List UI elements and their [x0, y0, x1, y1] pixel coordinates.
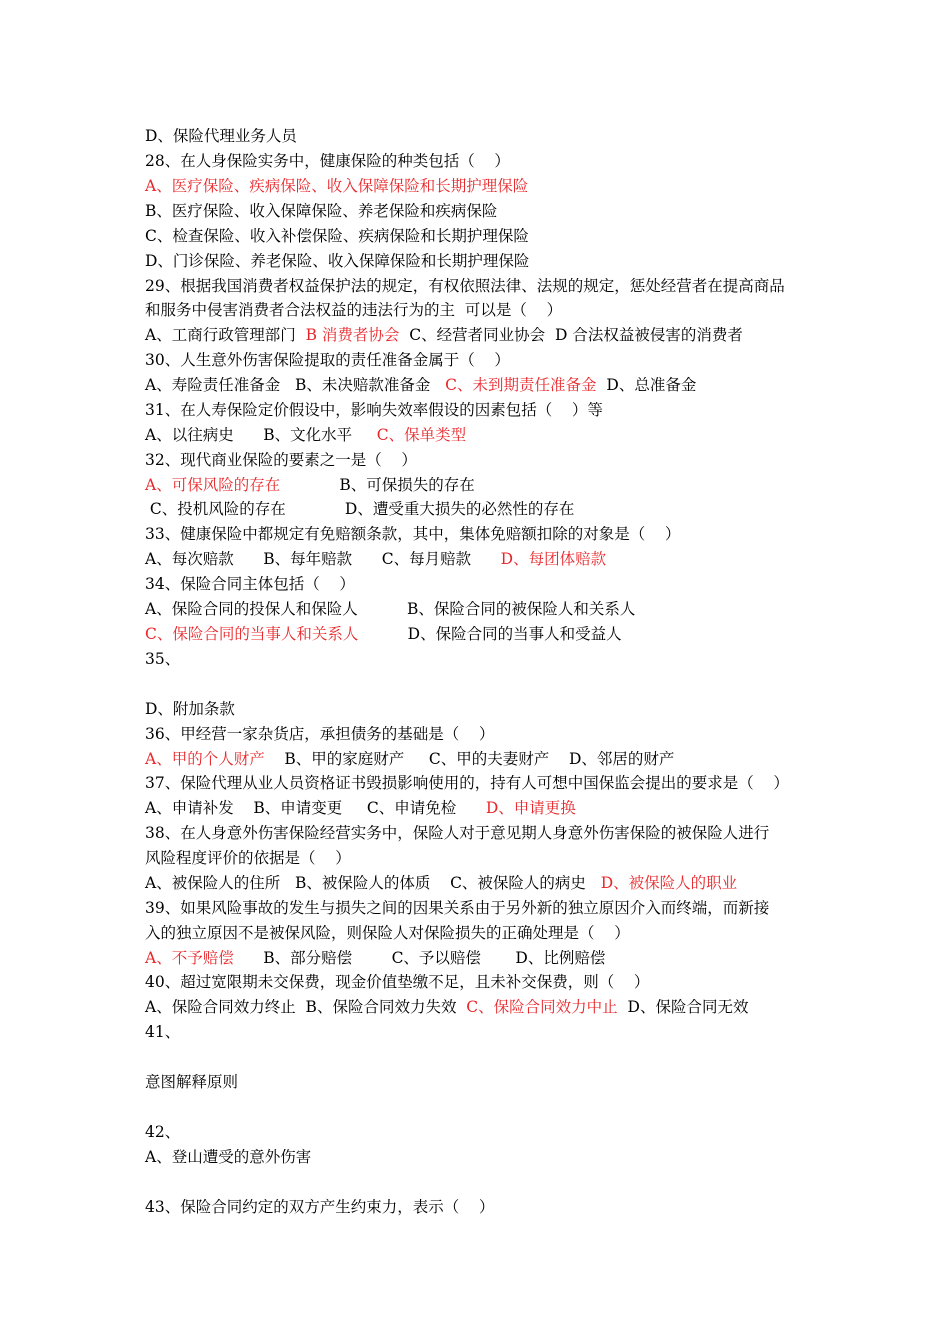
text-line — [145, 995, 748, 1020]
line-text: 38、在人身意外伤害保险经营实务中，保险人对于意见期人身意外伤害保险的被保险人进行 — [145, 824, 770, 842]
text-line — [145, 921, 630, 946]
line-text: 41、 — [145, 1023, 181, 1041]
text-line — [145, 497, 574, 522]
text-line — [145, 796, 576, 821]
text-line — [145, 522, 680, 547]
line-text: A、保险合同的投保人和保险人 B、保险合同的被保险人和关系人 — [145, 600, 636, 618]
text-line — [145, 572, 355, 597]
line-text: 29、根据我国消费者权益保护法的规定，有权依照法律、法规的规定，惩处经营者在提高商品 — [145, 277, 785, 295]
text-line — [145, 423, 466, 448]
text-line — [145, 647, 180, 672]
line-text: 36、甲经营一家杂货店，承担债务的基础是（ ） — [145, 725, 495, 743]
text-line — [145, 398, 603, 423]
text-line — [145, 1070, 238, 1095]
text-line — [145, 722, 494, 747]
line-text: B、甲的家庭财产 C、甲的夫妻财产 D、邻居的财产 — [264, 750, 675, 768]
line-text: 33、健康保险中都规定有免赔额条款，其中，集体免赔额扣除的对象是（ ） — [145, 525, 681, 543]
line-text: 风险程度评价的依据是（ ） — [145, 849, 351, 867]
line-text: 43、保险合同约定的双方产生约束力，表示（ ） — [145, 1198, 495, 1216]
answer-text: C、保险合同效力中止 — [466, 998, 618, 1016]
text-line — [145, 1195, 494, 1220]
answer-text: B 消费者协会 — [305, 326, 400, 344]
text-line — [145, 697, 235, 722]
text-line — [145, 771, 789, 796]
text-line — [145, 323, 743, 348]
line-text: 35、 — [145, 650, 181, 668]
text-line — [145, 1020, 180, 1045]
text-line — [145, 970, 649, 995]
line-text: D、保险合同的当事人和受益人 — [358, 625, 622, 643]
text-line — [145, 622, 622, 647]
text-line — [145, 821, 769, 846]
line-text: A、每次赔款 B、每年赔款 C、每月赔款 — [145, 550, 501, 568]
answer-text: D、每团体赔款 — [500, 550, 607, 568]
line-text: 40、超过宽限期未交保费，现金价值垫缴不足，且未补交保费，则（ ） — [145, 973, 650, 991]
line-text: C、经营者同业协会 D 合法权益被侵害的消费者 — [399, 326, 743, 344]
answer-text: C、未到期责任准备金 — [445, 376, 597, 394]
answer-text: A、不予赔偿 — [145, 949, 234, 967]
answer-text: D、被保险人的职业 — [600, 874, 738, 892]
line-text: 42、 — [145, 1123, 181, 1141]
line-text: 32、现代商业保险的要素之一是（ ） — [145, 451, 417, 469]
text-line — [145, 124, 297, 149]
line-text: 入的独立原因不是被保风险，则保险人对保险损失的正确处理是（ ） — [145, 924, 630, 942]
answer-text: C、保险合同的当事人和关系人 — [145, 625, 359, 643]
answer-text: D、申请更换 — [485, 799, 576, 817]
text-line — [145, 473, 475, 498]
line-text: A、寿险责任准备金 B、未决赔款准备金 — [145, 376, 446, 394]
line-text: A、工商行政管理部门 — [145, 326, 306, 344]
line-text: B、医疗保险、收入保障保险、养老保险和疾病保险 — [145, 202, 498, 220]
line-text: 34、保险合同主体包括（ ） — [145, 575, 355, 593]
text-line — [145, 1120, 180, 1145]
line-text: A、以往病史 B、文化水平 — [145, 426, 377, 444]
line-text: D、总准备金 — [596, 376, 697, 394]
text-line — [145, 174, 528, 199]
text-line — [145, 597, 635, 622]
line-text: A、保险合同效力终止 B、保险合同效力失效 — [145, 998, 467, 1016]
text-line — [145, 224, 529, 249]
line-text: 31、在人寿保险定价假设中，影响失效率假设的因素包括（ ）等 — [145, 401, 603, 419]
line-text: B、可保损失的存在 — [280, 476, 475, 494]
text-line — [145, 274, 785, 299]
line-text: 30、人生意外伤害保险提取的责任准备金属于（ ） — [145, 351, 510, 369]
line-text: 37、保险代理从业人员资格证书毁损影响使用的，持有人可想中国保监会提出的要求是（ ） — [145, 774, 789, 792]
line-text: D、附加条款 — [145, 700, 235, 718]
line-text: D、保险代理业务人员 — [145, 127, 297, 145]
text-line — [145, 1145, 311, 1170]
line-text: A、登山遭受的意外伤害 — [145, 1148, 312, 1166]
line-text: 和服务中侵害消费者合法权益的违法行为的主 可以是（ ） — [145, 301, 563, 319]
answer-text: A、可保风险的存在 — [145, 476, 281, 494]
text-line — [145, 199, 497, 224]
line-text: A、申请补发 B、申请变更 C、申请免检 — [145, 799, 486, 817]
line-text: C、投机风险的存在 D、遭受重大损失的必然性的存在 — [145, 500, 575, 518]
answer-text: A、医疗保险、疾病保险、收入保障保险和长期护理保险 — [145, 177, 529, 195]
text-line — [145, 249, 529, 274]
line-text: D、保险合同无效 — [617, 998, 749, 1016]
text-line — [145, 373, 696, 398]
line-text: D、门诊保险、养老保险、收入保障保险和长期护理保险 — [145, 252, 530, 270]
text-line — [145, 298, 562, 323]
text-line — [145, 448, 417, 473]
answer-text: C、保单类型 — [376, 426, 467, 444]
line-text: 28、在人身保险实务中，健康保险的种类包括（ ） — [145, 152, 510, 170]
line-text: B、部分赔偿 C、予以赔偿 D、比例赔偿 — [233, 949, 606, 967]
text-line — [145, 348, 510, 373]
text-line — [145, 149, 510, 174]
line-text: A、被保险人的住所 B、被保险人的体质 C、被保险人的病史 — [145, 874, 601, 892]
line-text: C、检查保险、收入补偿保险、疾病保险和长期护理保险 — [145, 227, 529, 245]
text-line — [145, 871, 737, 896]
answer-text: A、甲的个人财产 — [145, 750, 265, 768]
text-line — [145, 946, 605, 971]
text-line — [145, 747, 674, 772]
text-line — [145, 547, 606, 572]
line-text: 意图解释原则 — [145, 1073, 239, 1091]
text-line — [145, 896, 769, 921]
text-line — [145, 846, 351, 871]
line-text: 39、如果风险事故的发生与损失之间的因果关系由于另外新的独立原因介入而终端，而新接 — [145, 899, 770, 917]
